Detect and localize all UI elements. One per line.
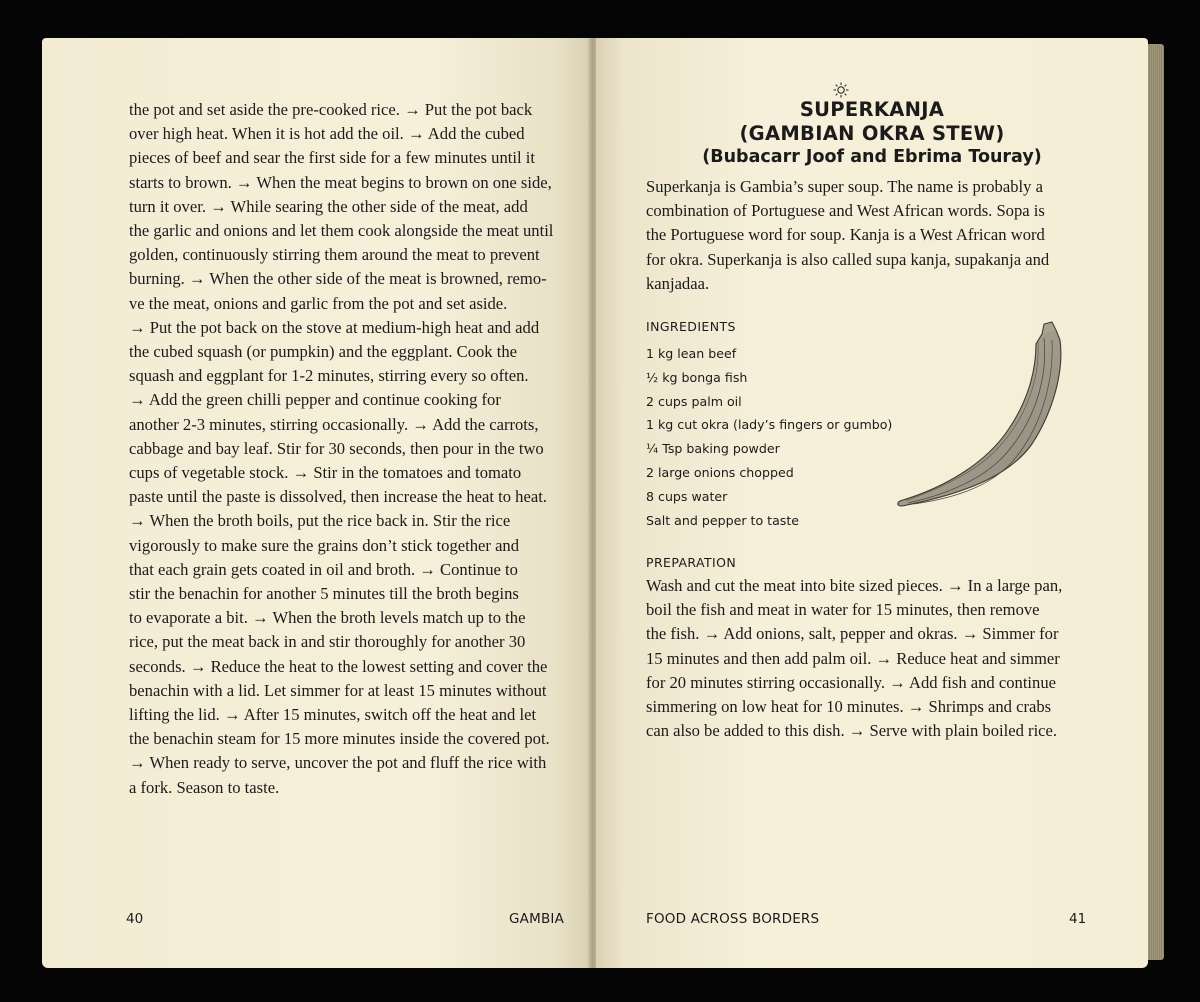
text-line: the fish. → Add onions, salt, pepper and okras. → Simmer for: [646, 624, 1059, 644]
text-line: → When ready to serve, uncover the pot and fluff the rice with: [129, 753, 547, 773]
text-line: the pot and set aside the pre-cooked rice. → Put the pot back: [129, 100, 533, 119]
right-page: [596, 38, 1148, 968]
text-line: → Add the green chilli pepper and continue cooking for: [129, 390, 501, 410]
recipe-title: SUPERKANJA: [799, 98, 945, 121]
text-line: to evaporate a bit. → When the broth levels match up to the: [129, 608, 526, 628]
text-line: benachin with a lid. Let simmer for at least 15 minutes without: [129, 680, 547, 700]
text-line: golden, continuously stirring them around the meat to prevent: [129, 245, 540, 265]
ingredient-item: 2 cups palm oil: [646, 393, 742, 409]
preparation-heading: PREPARATION: [646, 555, 737, 570]
ingredients-list: [646, 342, 892, 532]
sun-icon: [833, 82, 849, 98]
text-line: 15 minutes and then add palm oil. → Reduce heat and simmer: [646, 648, 1060, 668]
page-number-left: 40: [126, 911, 144, 927]
text-line: vigorously to make sure the grains don’t stick together and: [129, 535, 520, 555]
ingredient-item: Salt and pepper to taste: [646, 512, 800, 528]
text-line: over high heat. When it is hot add the oil. → Add the cubed: [129, 124, 525, 144]
text-line: cups of vegetable stock. → Stir in the tomatoes and tomato: [129, 463, 522, 483]
text-line: seconds. → Reduce the heat to the lowest setting and cover the: [129, 656, 548, 676]
text-line: for okra. Superkanja is also called supa kanja, supakanja and: [646, 249, 1050, 269]
okra-illustration: [894, 320, 1079, 510]
text-line: kanjadaa.: [646, 273, 710, 293]
ingredient-item: ¼ Tsp baking powder: [646, 441, 780, 457]
text-line: Superkanja is Gambia’s super soup. The name is probably a: [646, 177, 1043, 196]
ingredient-item: 2 large onions chopped: [646, 464, 794, 480]
text-line: → Put the pot back on the stove at medium-high heat and add: [129, 317, 540, 337]
text-line: stir the benachin for another 5 minutes till the broth begins: [129, 584, 519, 604]
running-head-left: GAMBIA: [509, 911, 565, 927]
ingredient-item: 1 kg lean beef: [646, 346, 737, 361]
text-line: the garlic and onions and let them cook alongside the meat until: [129, 221, 554, 241]
text-line: can also be added to this dish. → Serve with plain boiled rice.: [646, 721, 1058, 741]
text-line: → When the broth boils, put the rice back in. Stir the rice: [129, 511, 511, 531]
text-line: cabbage and bay leaf. Stir for 30 seconds, then pour in the two: [129, 438, 544, 458]
text-line: rice, put the meat back in and stir thoroughly for another 30: [129, 632, 526, 652]
recipe-subtitle: (GAMBIAN OKRA STEW): [739, 122, 1005, 145]
text-line: that each grain gets coated in oil and broth. → Continue to: [129, 559, 518, 579]
text-line: paste until the paste is dissolved, then increase the heat to heat.: [129, 487, 547, 507]
text-line: simmering on low heat for 10 minutes. → Shrimps and crabs: [646, 697, 1052, 717]
text-line: turn it over. → While searing the other side of the meat, add: [129, 196, 528, 216]
preparation-text: [646, 574, 1096, 743]
ingredients-heading: INGREDIENTS: [646, 319, 736, 334]
text-line: the cubed squash (or pumpkin) and the eggplant. Cook the: [129, 342, 518, 362]
text-line: burning. → When the other side of the meat is browned, remo-: [129, 269, 547, 289]
ingredient-item: 1 kg cut okra (lady’s fingers or gumbo): [646, 417, 893, 433]
text-line: pieces of beef and sear the first side for a few minutes until it: [129, 148, 535, 168]
left-page: [42, 38, 590, 968]
page-edges: [1146, 44, 1164, 960]
text-line: Wash and cut the meat into bite sized pieces. → In a large pan,: [646, 576, 1063, 595]
text-line: boil the fish and meat in water for 15 minutes, then remove: [646, 600, 1040, 620]
text-line: ve the meat, onions and garlic from the pot and set aside.: [129, 293, 508, 313]
text-line: starts to brown. → When the meat begins to brown on one side,: [129, 172, 552, 192]
text-line: squash and eggplant for 1-2 minutes, stirring every so often.: [129, 366, 529, 386]
recipe-intro: [646, 175, 1086, 296]
text-line: lifting the lid. → After 15 minutes, switch off the heat and let: [129, 705, 537, 725]
ingredient-item: ½ kg bonga fish: [646, 369, 748, 385]
text-line: another 2-3 minutes, stirring occasionally. → Add the carrots,: [129, 414, 539, 434]
text-line: a fork. Season to taste.: [129, 777, 280, 797]
page-number-right: 41: [1069, 911, 1087, 927]
text-line: for 20 minutes stirring occasionally. → Add fish and continue: [646, 672, 1057, 692]
recipe-authors: (Bubacarr Joof and Ebrima Touray): [702, 147, 1042, 167]
text-line: combination of Portuguese and West African words. Sopa is: [646, 201, 1045, 221]
text-line: the Portuguese word for soup. Kanja is a West African word: [646, 225, 1045, 245]
running-head-right: FOOD ACROSS BORDERS: [646, 911, 820, 927]
left-body-text: [129, 98, 569, 800]
text-line: the benachin steam for 15 more minutes inside the covered pot.: [129, 729, 550, 749]
ingredient-item: 8 cups water: [646, 488, 728, 504]
